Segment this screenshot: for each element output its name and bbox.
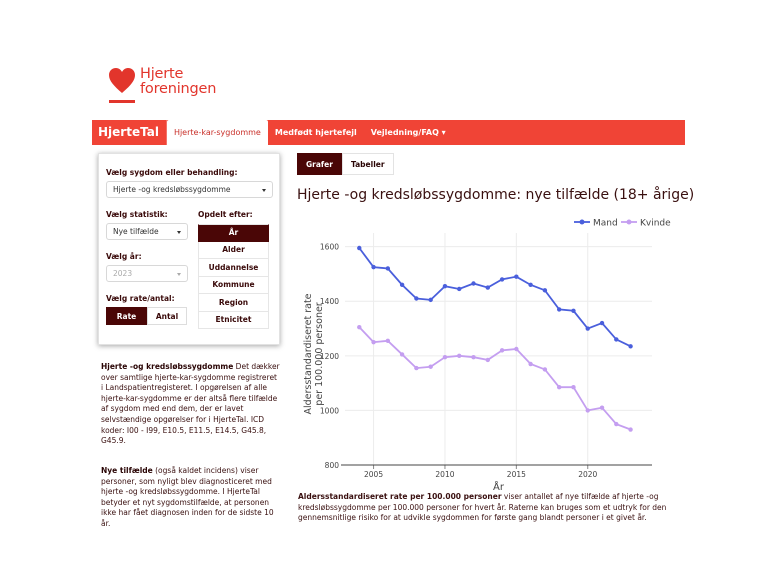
split-option-region[interactable]: Region: [198, 294, 269, 312]
data-point-mand[interactable]: [400, 283, 404, 287]
series-line-mand: [359, 248, 630, 346]
logo-text: [140, 67, 216, 97]
top-navbar: [92, 120, 685, 145]
data-point-kvinde[interactable]: [514, 347, 518, 351]
data-point-kvinde[interactable]: [557, 385, 561, 389]
data-point-kvinde[interactable]: [486, 358, 490, 362]
disease-description: [101, 362, 281, 447]
legend-label-mand[interactable]: Mand: [593, 218, 618, 229]
data-point-kvinde[interactable]: [571, 385, 575, 389]
y-tick-label: 1600: [319, 242, 339, 252]
hjerteforeningen-logo[interactable]: [108, 66, 216, 97]
chart-note-text: viser antallet af nye tilfælde af hjerte -og kredsløbssygdomme per 100.000 personer for hvert år. Raterne kan bruges som et udtryk for den gennemsnitlige risiko for at udvikle sygdommen for første gang blandt personer i et givet år.: [298, 492, 667, 523]
data-point-kvinde[interactable]: [357, 325, 361, 329]
data-point-kvinde[interactable]: [500, 348, 504, 352]
split-label: Opdelt efter:: [198, 210, 253, 219]
data-point-kvinde[interactable]: [386, 339, 390, 343]
data-point-mand[interactable]: [528, 283, 532, 287]
y-tick-label: 1000: [319, 406, 339, 416]
split-option-ar[interactable]: År: [198, 224, 269, 242]
data-point-kvinde[interactable]: [428, 365, 432, 369]
disease-description-text: Det dækker over samtlige hjerte-kar-sygdomme registreret i Landspatientregisteret. I opgørelsen af alle hjerte-kar-sygdomme er der altså flere tilfælde af sygdom med end dem, der er lavet selvstændige opgørelser for i HjerteTal. ICD koder: I00 - I99, E10.5, E11.5, E14.5, G45.8, G45.9.: [101, 362, 280, 446]
data-point-kvinde[interactable]: [371, 340, 375, 344]
data-point-mand[interactable]: [571, 309, 575, 313]
data-point-mand[interactable]: [371, 265, 375, 269]
statistic-select-value: Nye tilfælde: [113, 227, 159, 236]
split-option-etnicitet[interactable]: Etnicitet: [198, 312, 269, 330]
legend-marker-kvinde: [627, 220, 632, 225]
data-point-mand[interactable]: [600, 321, 604, 325]
data-point-mand[interactable]: [428, 298, 432, 302]
axes: [303, 243, 652, 493]
x-tick-label: 2005: [364, 470, 384, 479]
data-point-mand[interactable]: [500, 277, 504, 281]
data-point-kvinde[interactable]: [443, 355, 447, 359]
chart-note: [298, 492, 688, 524]
legend[interactable]: [574, 219, 671, 229]
data-point-kvinde[interactable]: [614, 422, 618, 426]
split-option-alder[interactable]: Alder: [198, 242, 269, 260]
data-point-kvinde[interactable]: [600, 405, 604, 409]
data-point-mand[interactable]: [414, 296, 418, 300]
data-point-mand[interactable]: [457, 287, 461, 291]
data-point-kvinde[interactable]: [414, 366, 418, 370]
statistic-description: [101, 466, 281, 530]
logo-line2: foreningen: [140, 81, 217, 97]
nav-vejledning-faq[interactable]: Vejledning/FAQ ▾: [370, 128, 446, 137]
y-axis-label: Aldersstandardiseret rateper 100.000 personer: [303, 293, 325, 415]
disease-select[interactable]: [106, 181, 273, 198]
statistic-description-text: (også kaldet incidens) viser personer, som nyligt blev diagnosticeret med hjerte -og kredsløbssygdomme. I HjerteTal betyder et nyt sygdomstilfælde, at personen ikke har fået diagnosen inden for de sidste 10 år.: [101, 466, 274, 528]
disease-label: Vælg sygdom eller behandling:: [106, 168, 238, 177]
y-tick-label: 800: [324, 461, 339, 470]
data-point-kvinde[interactable]: [628, 427, 632, 431]
statistic-select[interactable]: [106, 223, 188, 240]
disease-select-value: Hjerte -og kredsløbssygdomme: [113, 185, 231, 194]
rate-toggle: [106, 307, 187, 325]
year-select-value: 2023: [113, 269, 133, 278]
data-point-kvinde[interactable]: [528, 362, 532, 366]
nav-medfodt-hjertefejl[interactable]: Medfødt hjertefejl: [274, 128, 357, 137]
series-line-kvinde: [359, 327, 630, 429]
view-tabs: [297, 153, 394, 175]
data-point-mand[interactable]: [486, 285, 490, 289]
chart-note-term: Aldersstandardiseret rate per 100.000 personer: [298, 492, 502, 501]
heart-icon: [108, 66, 136, 96]
x-tick-label: 2010: [435, 470, 455, 479]
legend-marker-mand: [580, 220, 585, 225]
data-point-mand[interactable]: [357, 246, 361, 250]
data-point-kvinde[interactable]: [471, 355, 475, 359]
split-option-uddannelse[interactable]: Uddannelse: [198, 259, 269, 277]
data-point-mand[interactable]: [614, 337, 618, 341]
chevron-down-icon: [177, 273, 181, 276]
data-point-kvinde[interactable]: [400, 352, 404, 356]
brand-link[interactable]: HjerteTal: [92, 120, 167, 145]
data-point-mand[interactable]: [471, 281, 475, 285]
chart-title: Hjerte -og kredsløbssygdomme: nye tilfælde (18+ årige): [297, 187, 695, 203]
split-option-kommune[interactable]: Kommune: [198, 277, 269, 295]
nav-hjerte-kar-sygdomme[interactable]: Hjerte-kar-sygdomme: [167, 120, 268, 147]
chevron-down-icon: [262, 189, 266, 192]
statistic-label: Vælg statistik:: [106, 210, 168, 219]
control-panel: [98, 153, 280, 345]
data-point-mand[interactable]: [443, 284, 447, 288]
data-point-mand[interactable]: [543, 288, 547, 292]
antal-button[interactable]: Antal: [147, 307, 187, 325]
statistic-description-term: Nye tilfælde: [101, 466, 153, 475]
rate-label: Vælg rate/antal:: [106, 294, 175, 303]
data-point-kvinde[interactable]: [543, 367, 547, 371]
line-chart: [297, 208, 687, 493]
x-tick-label: 2020: [578, 470, 598, 479]
rate-button[interactable]: Rate: [106, 307, 147, 325]
data-point-mand[interactable]: [628, 344, 632, 348]
logo-underline: [109, 100, 135, 103]
logo-line1: Hjerte: [140, 66, 184, 82]
legend-label-kvinde[interactable]: Kvinde: [640, 218, 671, 229]
tab-tabeller[interactable]: Tabeller: [342, 153, 394, 175]
data-point-mand[interactable]: [386, 266, 390, 270]
x-tick-label: 2015: [506, 470, 526, 479]
grid: [345, 233, 652, 465]
year-label: Vælg år:: [106, 252, 142, 261]
tab-grafer[interactable]: Grafer: [297, 153, 342, 175]
split-options: [198, 224, 269, 329]
y-tick-label: 1400: [319, 297, 339, 307]
disease-description-term: Hjerte -og kredsløbssygdomme: [101, 362, 234, 371]
data-point-mand[interactable]: [514, 274, 518, 278]
x-axis-label: År: [493, 482, 504, 493]
series-lines: [357, 246, 633, 432]
year-select[interactable]: [106, 265, 188, 282]
data-point-mand[interactable]: [557, 307, 561, 311]
y-tick-label: 1200: [319, 351, 339, 361]
chevron-down-icon: [177, 231, 181, 234]
data-point-kvinde[interactable]: [457, 354, 461, 358]
data-point-mand[interactable]: [586, 326, 590, 330]
data-point-kvinde[interactable]: [586, 408, 590, 412]
